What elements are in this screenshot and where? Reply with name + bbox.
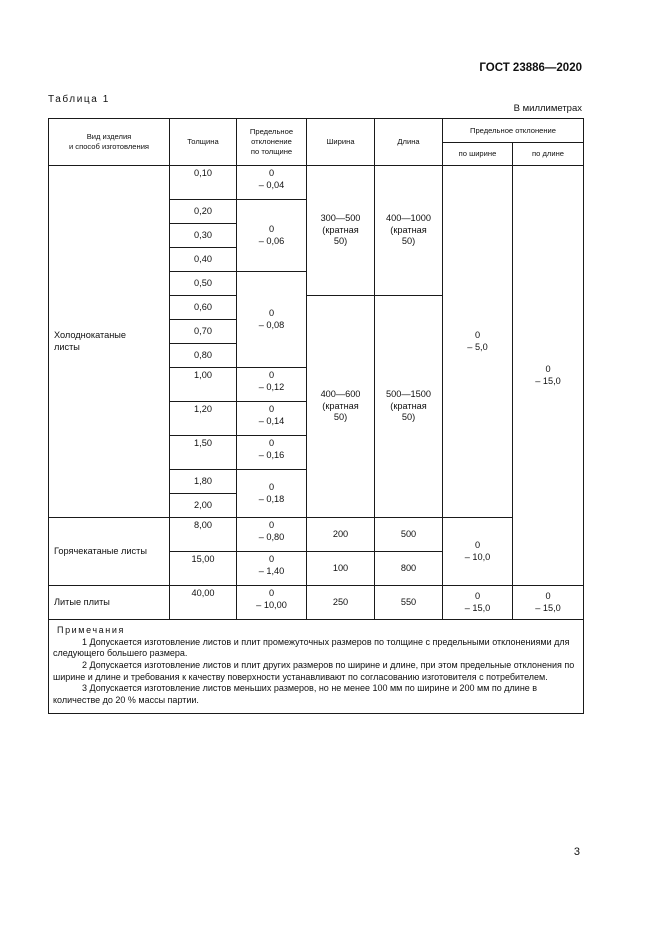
length-cell: 500 bbox=[375, 518, 443, 552]
header-thickness-deviation: Предельное отклонение по толщине bbox=[237, 119, 307, 166]
width-cell: 250 bbox=[307, 586, 375, 620]
thickness-deviation-cell: 0 – 10,00 bbox=[237, 586, 307, 620]
width-cell: 300—500 (кратная 50) bbox=[307, 166, 375, 296]
limit-width-cell: 0 – 5,0 bbox=[443, 166, 513, 518]
thickness-deviation-cell: 0 – 0,08 bbox=[237, 272, 307, 368]
kind-cast-plates: Литые плиты bbox=[49, 586, 170, 620]
thickness-cell: 1,50 bbox=[170, 436, 237, 470]
header-limit-deviation: Предельное отклонение bbox=[443, 119, 584, 143]
limit-length-cell: 0 – 15,0 bbox=[513, 586, 584, 620]
kind-cold-rolled: Холоднокатаные листы bbox=[49, 166, 170, 518]
notes-cell bbox=[49, 620, 584, 714]
thickness-cell: 0,10 bbox=[170, 166, 237, 200]
header-kind: Вид изделия и способ изготовления bbox=[49, 119, 170, 166]
thickness-cell: 0,70 bbox=[170, 320, 237, 344]
thickness-deviation-cell: 0 – 0,18 bbox=[237, 470, 307, 518]
table-row bbox=[49, 586, 584, 620]
thickness-deviation-cell: 0 – 0,16 bbox=[237, 436, 307, 470]
header-width: Ширина bbox=[307, 119, 375, 166]
limit-width-cell: 0 – 10,0 bbox=[443, 518, 513, 586]
limit-length-cell: 0 – 15,0 bbox=[513, 166, 584, 586]
width-cell: 200 bbox=[307, 518, 375, 552]
length-cell: 500—1500 (кратная 50) bbox=[375, 296, 443, 518]
length-cell: 400—1000 (кратная 50) bbox=[375, 166, 443, 296]
page-number: 3 bbox=[573, 846, 580, 858]
thickness-cell: 8,00 bbox=[170, 518, 237, 552]
tolerance-table bbox=[48, 118, 584, 714]
thickness-cell: 0,40 bbox=[170, 248, 237, 272]
thickness-deviation-cell: 0 – 0,14 bbox=[237, 402, 307, 436]
note-item: 2 Допускается изготовление листов и плит других размеров по ширине и длине, при этом предельные отклонения по ширине и длине и требования к качеству поверхности устанавливают по согласованию изготовителя с потребителем. bbox=[53, 660, 575, 682]
thickness-cell: 0,20 bbox=[170, 200, 237, 224]
notes-row bbox=[49, 620, 584, 714]
document-standard-number: ГОСТ 23886—2020 bbox=[479, 62, 582, 74]
units-label: В миллиметрах bbox=[513, 103, 582, 114]
note-item: 3 Допускается изготовление листов меньших размеров, но не менее 100 мм по ширине и 200 мм по длине в количестве до 20 % массы партии. bbox=[53, 683, 538, 706]
thickness-deviation-cell: 0 – 0,06 bbox=[237, 200, 307, 272]
thickness-cell: 0,60 bbox=[170, 296, 237, 320]
notes-title: Примечания bbox=[57, 625, 125, 635]
thickness-deviation-cell: 0 – 0,12 bbox=[237, 368, 307, 402]
thickness-deviation-cell: 0 – 0,80 bbox=[237, 518, 307, 552]
thickness-cell: 15,00 bbox=[170, 552, 237, 586]
header-by-width: по ширине bbox=[443, 143, 513, 166]
thickness-cell: 0,80 bbox=[170, 344, 237, 368]
table-row bbox=[49, 166, 584, 200]
length-cell: 800 bbox=[375, 552, 443, 586]
thickness-cell: 2,00 bbox=[170, 494, 237, 518]
table-row bbox=[49, 518, 584, 552]
header-length: Длина bbox=[375, 119, 443, 166]
thickness-cell: 1,80 bbox=[170, 470, 237, 494]
thickness-cell: 40,00 bbox=[170, 586, 237, 620]
kind-hot-rolled: Горячекатаные листы bbox=[49, 518, 170, 586]
header-thickness: Толщина bbox=[170, 119, 237, 166]
width-cell: 400—600 (кратная 50) bbox=[307, 296, 375, 518]
header-by-length: по длине bbox=[513, 143, 584, 166]
thickness-cell: 0,30 bbox=[170, 224, 237, 248]
thickness-cell: 0,50 bbox=[170, 272, 237, 296]
table-header-row bbox=[49, 119, 584, 143]
table-caption: Таблица 1 bbox=[48, 94, 110, 105]
thickness-deviation-cell: 0 – 0,04 bbox=[237, 166, 307, 200]
thickness-deviation-cell: 0 – 1,40 bbox=[237, 552, 307, 586]
width-cell: 100 bbox=[307, 552, 375, 586]
thickness-cell: 1,00 bbox=[170, 368, 237, 402]
length-cell: 550 bbox=[375, 586, 443, 620]
limit-width-cell: 0 – 15,0 bbox=[443, 586, 513, 620]
note-item: 1 Допускается изготовление листов и плит промежуточных размеров по толщине с предельными отклонениями для следующего большего размера. bbox=[53, 636, 570, 659]
thickness-cell: 1,20 bbox=[170, 402, 237, 436]
